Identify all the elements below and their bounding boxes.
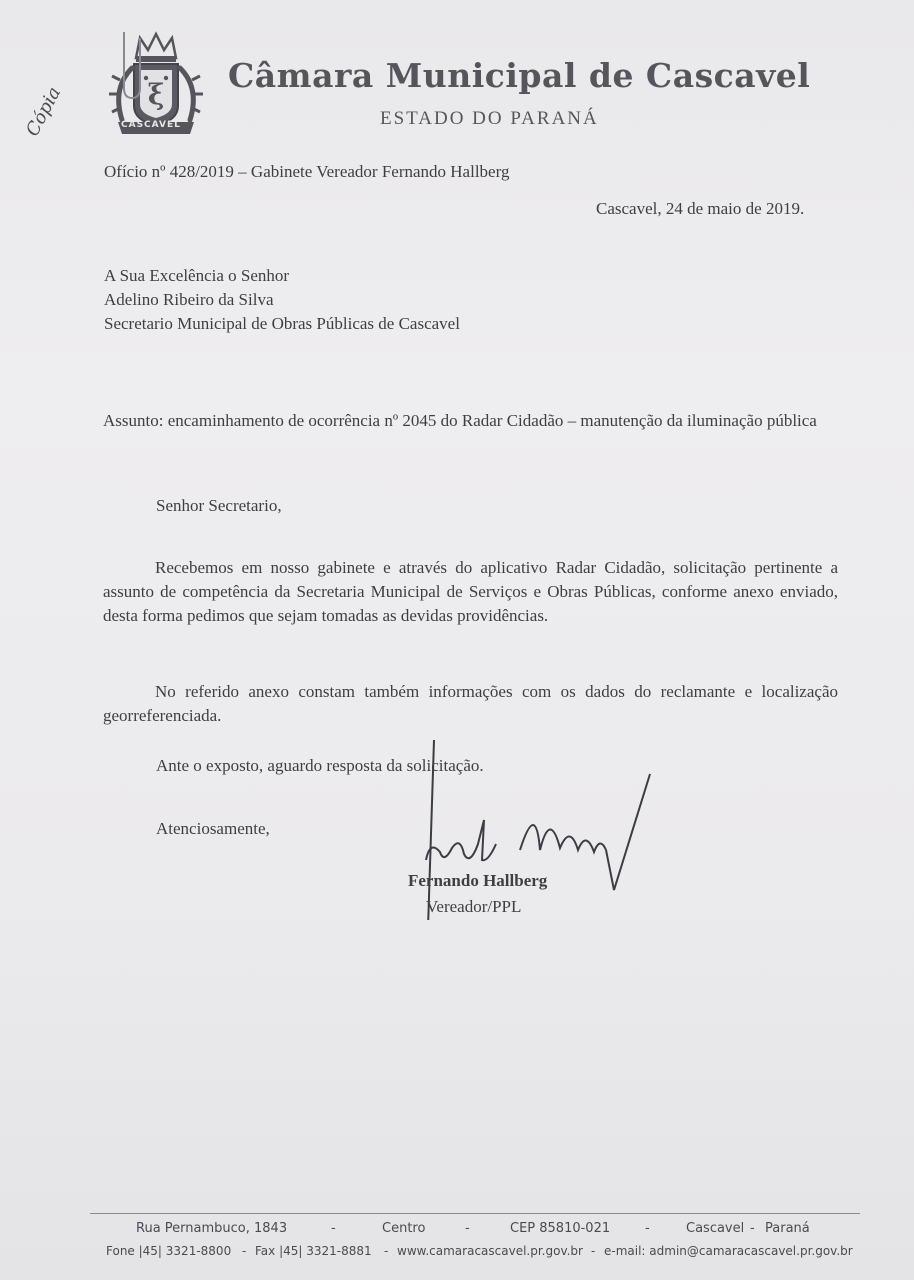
seal-label: CASCAVEL <box>121 120 181 130</box>
footer-address: Rua Pernambuco, 1843 <box>136 1221 288 1236</box>
institution-name: Câmara Municipal de Cascavel <box>228 56 811 95</box>
footer-website: www.camaracascavel.pr.gov.br <box>397 1244 583 1258</box>
body-paragraph-3: Ante o exposto, aguardo resposta da solicitação. <box>156 756 484 775</box>
footer-divider <box>90 1213 860 1214</box>
salutation: Senhor Secretario, <box>156 496 282 515</box>
handwritten-signature <box>400 740 670 920</box>
footer-email: e-mail: admin@camaracascavel.pr.gov.br <box>604 1244 853 1258</box>
handwritten-copy-note: Cópia <box>22 83 66 140</box>
footer-fax: Fax |45| 3321-8881 <box>255 1244 372 1258</box>
footer-cep: CEP 85810-021 <box>510 1221 611 1236</box>
recipient-line-3: Secretario Municipal de Obras Públicas de Cascavel <box>104 314 460 333</box>
place-date: Cascavel, 24 de maio de 2019. <box>596 199 805 218</box>
footer-city: Cascavel <box>686 1221 745 1236</box>
svg-text:ξ: ξ <box>147 78 165 111</box>
footer-separator: - <box>331 1221 336 1236</box>
recipient-line-1: A Sua Excelência o Senhor <box>104 266 290 285</box>
footer-phone: Fone |45| 3321-8800 <box>106 1244 232 1258</box>
footer-state: Paraná <box>765 1221 810 1236</box>
body-paragraph-1: Recebemos em nosso gabinete e através do aplicativo Radar Cidadão, solicitação pertinente a assunto de competência da Secretaria Municipal de Serviços e Obras Públicas, conforme anexo enviado, desta forma pedimos que sejam tomadas as devidas providências. <box>103 558 838 625</box>
signer-name: Fernando Hallberg <box>408 871 548 890</box>
state-name: ESTADO DO PARANÁ <box>380 108 599 129</box>
footer-separator: - <box>242 1244 247 1258</box>
document-reference: Ofício nº 428/2019 – Gabinete Vereador Fernando Hallberg <box>104 162 510 181</box>
recipient-line-2: Adelino Ribeiro da Silva <box>104 290 274 309</box>
subject: Assunto: encaminhamento de ocorrência nº 2045 do Radar Cidadão – manutenção da iluminação pública <box>103 411 817 430</box>
footer-separator: - <box>645 1221 650 1236</box>
closing: Atenciosamente, <box>156 819 270 838</box>
signer-title: Vereador/PPL <box>426 897 522 916</box>
footer-district: Centro <box>382 1221 426 1236</box>
body-paragraph-2: No referido anexo constam também informações com os dados do reclamante e localização georreferenciada. <box>103 682 838 725</box>
footer-separator: - <box>750 1221 755 1236</box>
footer-separator: - <box>591 1244 596 1258</box>
footer-separator: - <box>465 1221 470 1236</box>
footer-separator: - <box>384 1244 389 1258</box>
